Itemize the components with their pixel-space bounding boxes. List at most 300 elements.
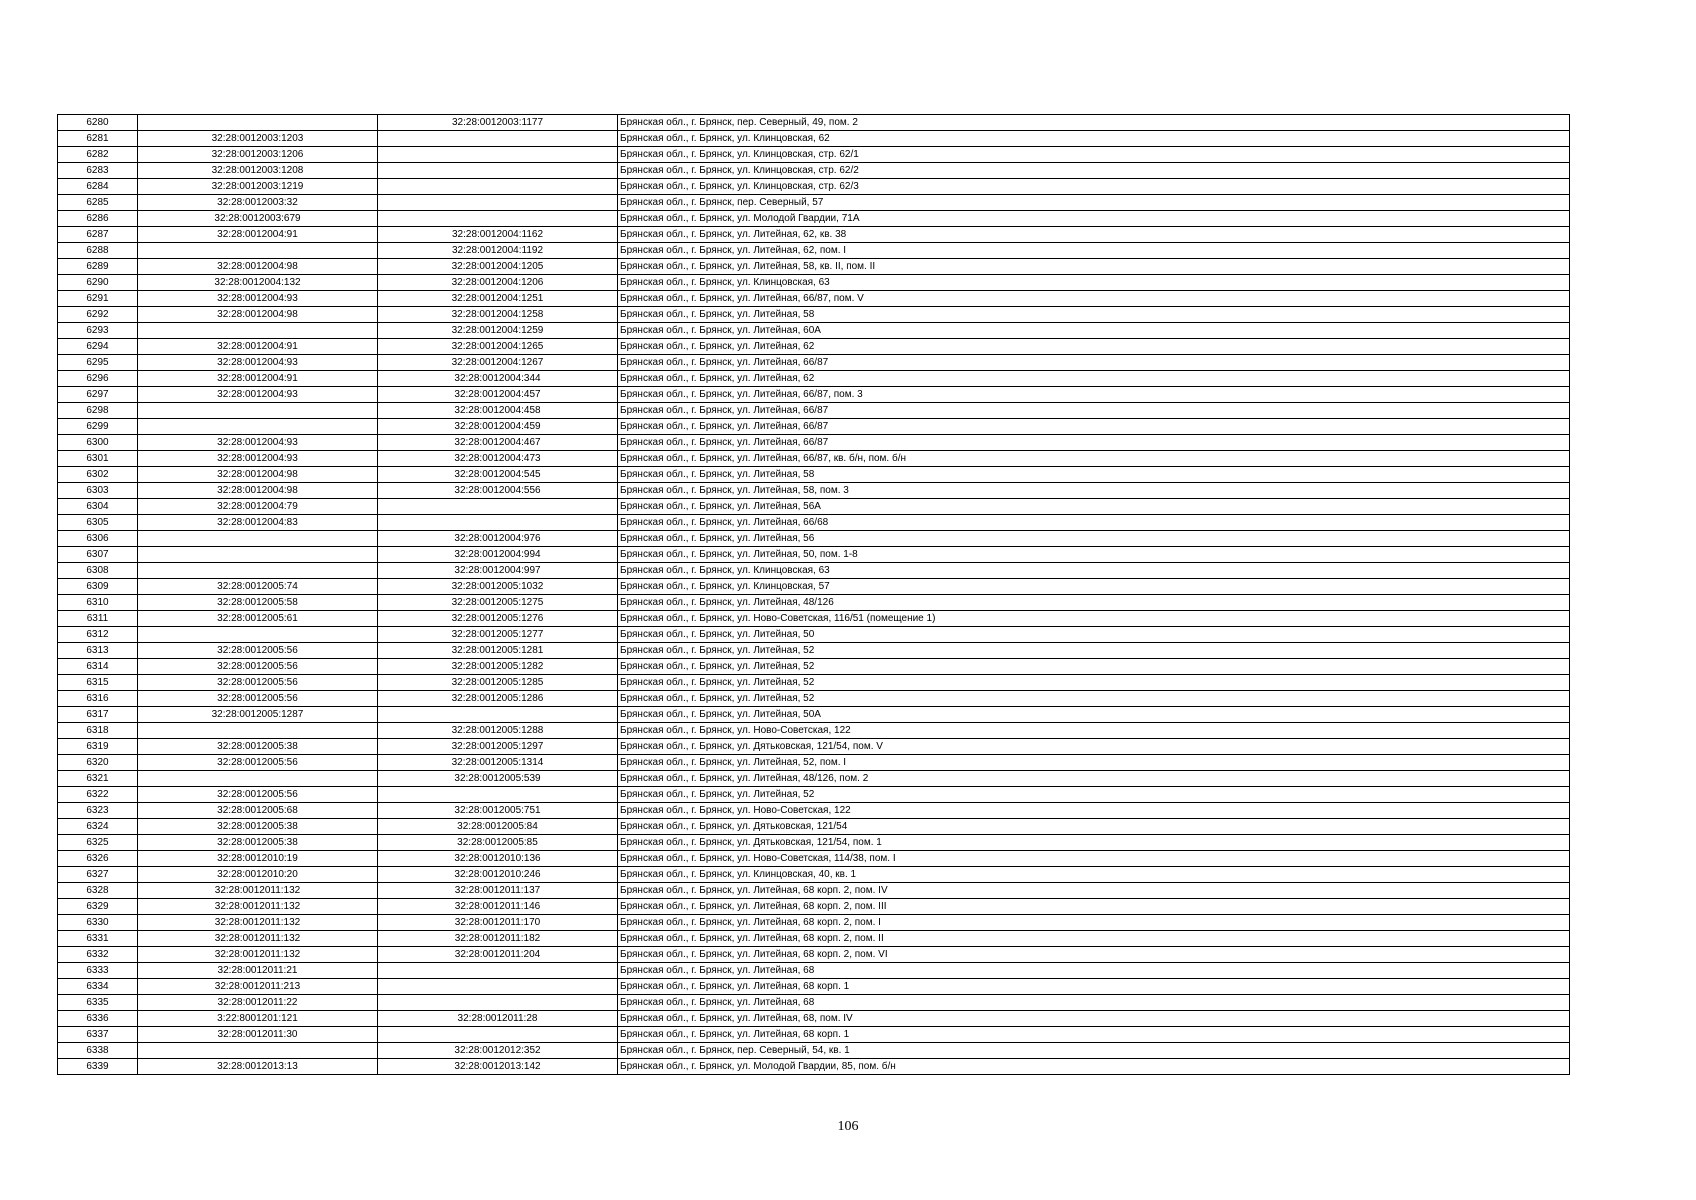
address-cell: Брянская обл., г. Брянск, ул. Литейная, 58, кв. II, пом. II [618,259,1570,275]
cadastral-number-b-cell [378,515,618,531]
table-row [58,291,1570,307]
table-row [58,739,1570,755]
table-row [58,451,1570,467]
address-cell: Брянская обл., г. Брянск, ул. Литейная, 68, пом. IV [618,1011,1570,1027]
row-number-cell: 6314 [58,659,138,675]
cadastral-number-b-cell: 32:28:0012004:1162 [378,227,618,243]
row-number-cell: 6305 [58,515,138,531]
cadastral-number-a-cell [138,243,378,259]
cadastral-number-b-cell: 32:28:0012004:458 [378,403,618,419]
address-cell: Брянская обл., г. Брянск, ул. Литейная, 62 [618,371,1570,387]
cadastral-number-a-cell: 32:28:0012003:32 [138,195,378,211]
cadastral-number-b-cell [378,163,618,179]
cadastral-number-a-cell [138,419,378,435]
address-cell: Брянская обл., г. Брянск, ул. Литейная, 66/87, пом. V [618,291,1570,307]
table-row [58,1027,1570,1043]
page-number: 106 [837,1119,859,1134]
cadastral-number-a-cell: 32:28:0012004:93 [138,291,378,307]
cadastral-number-b-cell: 32:28:0012004:545 [378,467,618,483]
cadastral-number-b-cell: 32:28:0012011:170 [378,915,618,931]
cadastral-number-a-cell: 32:28:0012011:21 [138,963,378,979]
table-row [58,1043,1570,1059]
address-cell: Брянская обл., г. Брянск, ул. Литейная, 68 корп. 2, пом. VI [618,947,1570,963]
table-row [58,435,1570,451]
row-number-cell: 6318 [58,723,138,739]
address-cell: Брянская обл., г. Брянск, ул. Клинцовская, стр. 62/3 [618,179,1570,195]
cadastral-number-a-cell: 32:28:0012013:13 [138,1059,378,1075]
table-row [58,483,1570,499]
row-number-cell: 6299 [58,419,138,435]
cadastral-number-b-cell: 32:28:0012004:1259 [378,323,618,339]
cadastral-number-b-cell [378,211,618,227]
address-cell: Брянская обл., г. Брянск, пер. Северный, 57 [618,195,1570,211]
cadastral-number-a-cell: 32:28:0012011:132 [138,915,378,931]
table-row [58,387,1570,403]
cadastral-number-a-cell: 32:28:0012004:98 [138,467,378,483]
address-cell: Брянская обл., г. Брянск, ул. Молодой Гвардии, 85, пом. б/н [618,1059,1570,1075]
table-row [58,115,1570,131]
address-cell: Брянская обл., г. Брянск, ул. Клинцовская, стр. 62/1 [618,147,1570,163]
cadastral-number-b-cell: 32:28:0012005:1281 [378,643,618,659]
table-row [58,835,1570,851]
cadastral-number-b-cell: 32:28:0012011:182 [378,931,618,947]
table-row [58,467,1570,483]
address-cell: Брянская обл., г. Брянск, ул. Клинцовская, 63 [618,563,1570,579]
cadastral-number-b-cell: 32:28:0012011:28 [378,1011,618,1027]
table-row [58,787,1570,803]
address-cell: Брянская обл., г. Брянск, ул. Литейная, 58, пом. 3 [618,483,1570,499]
cadastral-number-a-cell: 32:28:0012003:1208 [138,163,378,179]
cadastral-number-a-cell [138,627,378,643]
row-number-cell: 6317 [58,707,138,723]
table-row [58,131,1570,147]
address-cell: Брянская обл., г. Брянск, ул. Клинцовская, 63 [618,275,1570,291]
row-number-cell: 6336 [58,1011,138,1027]
cadastral-number-a-cell: 32:28:0012005:56 [138,659,378,675]
row-number-cell: 6313 [58,643,138,659]
address-cell: Брянская обл., г. Брянск, ул. Литейная, 62, кв. 38 [618,227,1570,243]
address-cell: Брянская обл., г. Брянск, ул. Литейная, 52 [618,691,1570,707]
row-number-cell: 6301 [58,451,138,467]
row-number-cell: 6284 [58,179,138,195]
table-row [58,499,1570,515]
cadastral-number-b-cell: 32:28:0012004:556 [378,483,618,499]
table-row [58,899,1570,915]
address-cell: Брянская обл., г. Брянск, ул. Дятьковская, 121/54, пом. V [618,739,1570,755]
row-number-cell: 6319 [58,739,138,755]
cadastral-number-b-cell: 32:28:0012005:84 [378,819,618,835]
row-number-cell: 6316 [58,691,138,707]
cadastral-number-b-cell: 32:28:0012005:1314 [378,755,618,771]
row-number-cell: 6323 [58,803,138,819]
address-cell: Брянская обл., г. Брянск, ул. Литейная, 68 [618,963,1570,979]
cadastral-number-b-cell: 32:28:0012005:1297 [378,739,618,755]
row-number-cell: 6294 [58,339,138,355]
cadastral-number-a-cell: 32:28:0012003:1203 [138,131,378,147]
cadastral-number-b-cell: 32:28:0012004:1258 [378,307,618,323]
cadastral-number-a-cell [138,771,378,787]
table-row [58,227,1570,243]
row-number-cell: 6286 [58,211,138,227]
address-cell: Брянская обл., г. Брянск, ул. Литейная, 56А [618,499,1570,515]
row-number-cell: 6283 [58,163,138,179]
row-number-cell: 6312 [58,627,138,643]
cadastral-number-b-cell: 32:28:0012005:85 [378,835,618,851]
cadastral-number-a-cell: 32:28:0012004:93 [138,451,378,467]
address-cell: Брянская обл., г. Брянск, ул. Дятьковская, 121/54 [618,819,1570,835]
table-row [58,371,1570,387]
address-cell: Брянская обл., г. Брянск, ул. Молодой Гвардии, 71А [618,211,1570,227]
address-cell: Брянская обл., г. Брянск, ул. Ново-Советская, 116/51 (помещение 1) [618,611,1570,627]
address-cell: Брянская обл., г. Брянск, ул. Литейная, 66/87, пом. 3 [618,387,1570,403]
cadastral-number-a-cell: 32:28:0012004:91 [138,227,378,243]
cadastral-number-a-cell: 32:28:0012005:58 [138,595,378,611]
table-row [58,563,1570,579]
cadastral-number-a-cell: 32:28:0012011:30 [138,1027,378,1043]
address-cell: Брянская обл., г. Брянск, ул. Литейная, 52, пом. I [618,755,1570,771]
cadastral-number-a-cell [138,547,378,563]
cadastral-number-a-cell: 32:28:0012005:56 [138,755,378,771]
table-row [58,211,1570,227]
address-cell: Брянская обл., г. Брянск, ул. Литейная, 62 [618,339,1570,355]
address-cell: Брянская обл., г. Брянск, ул. Клинцовская, 62 [618,131,1570,147]
address-cell: Брянская обл., г. Брянск, ул. Литейная, 68 корп. 2, пом. III [618,899,1570,915]
row-number-cell: 6334 [58,979,138,995]
address-cell: Брянская обл., г. Брянск, ул. Литейная, 66/87 [618,403,1570,419]
cadastral-number-a-cell: 32:28:0012004:83 [138,515,378,531]
address-cell: Брянская обл., г. Брянск, ул. Литейная, 66/87 [618,435,1570,451]
cadastral-number-b-cell: 32:28:0012011:137 [378,883,618,899]
table-row [58,707,1570,723]
address-cell: Брянская обл., г. Брянск, пер. Северный, 54, кв. 1 [618,1043,1570,1059]
row-number-cell: 6306 [58,531,138,547]
row-number-cell: 6308 [58,563,138,579]
table-row [58,339,1570,355]
address-cell: Брянская обл., г. Брянск, ул. Литейная, 52 [618,643,1570,659]
table-row [58,275,1570,291]
address-cell: Брянская обл., г. Брянск, пер. Северный, 49, пом. 2 [618,115,1570,131]
cadastral-number-a-cell: 32:28:0012011:22 [138,995,378,1011]
row-number-cell: 6297 [58,387,138,403]
address-cell: Брянская обл., г. Брянск, ул. Ново-Советская, 114/38, пом. I [618,851,1570,867]
row-number-cell: 6298 [58,403,138,419]
cadastral-number-b-cell: 32:28:0012004:994 [378,547,618,563]
table-row [58,243,1570,259]
cadastral-number-b-cell: 32:28:0012004:1267 [378,355,618,371]
address-cell: Брянская обл., г. Брянск, ул. Ново-Советская, 122 [618,803,1570,819]
cadastral-number-a-cell: 32:28:0012003:1206 [138,147,378,163]
cadastral-number-b-cell [378,1027,618,1043]
cadastral-number-b-cell: 32:28:0012011:204 [378,947,618,963]
cadastral-number-a-cell: 32:28:0012005:56 [138,691,378,707]
row-number-cell: 6311 [58,611,138,627]
row-number-cell: 6304 [58,499,138,515]
table-row [58,659,1570,675]
address-cell: Брянская обл., г. Брянск, ул. Литейная, 52 [618,675,1570,691]
table-row [58,307,1570,323]
cadastral-number-a-cell: 32:28:0012005:74 [138,579,378,595]
cadastral-number-a-cell: 32:28:0012011:132 [138,947,378,963]
table-row [58,531,1570,547]
row-number-cell: 6339 [58,1059,138,1075]
cadastral-number-b-cell: 32:28:0012012:352 [378,1043,618,1059]
table-row [58,595,1570,611]
table-row [58,995,1570,1011]
table-row [58,403,1570,419]
row-number-cell: 6333 [58,963,138,979]
cadastral-number-b-cell: 32:28:0012005:1032 [378,579,618,595]
address-cell: Брянская обл., г. Брянск, ул. Литейная, 48/126 [618,595,1570,611]
table-row [58,931,1570,947]
table-row [58,851,1570,867]
cadastral-number-b-cell: 32:28:0012004:997 [378,563,618,579]
table-row [58,547,1570,563]
address-cell: Брянская обл., г. Брянск, ул. Литейная, 68 корп. 2, пом. I [618,915,1570,931]
cadastral-number-a-cell: 32:28:0012005:68 [138,803,378,819]
table-row [58,515,1570,531]
cadastral-number-a-cell: 32:28:0012005:56 [138,787,378,803]
cadastral-number-b-cell [378,995,618,1011]
address-cell: Брянская обл., г. Брянск, ул. Литейная, 52 [618,787,1570,803]
cadastral-number-b-cell: 32:28:0012004:1205 [378,259,618,275]
table-row [58,819,1570,835]
row-number-cell: 6282 [58,147,138,163]
cadastral-number-a-cell [138,403,378,419]
table-row [58,1059,1570,1075]
row-number-cell: 6337 [58,1027,138,1043]
row-number-cell: 6300 [58,435,138,451]
row-number-cell: 6332 [58,947,138,963]
row-number-cell: 6331 [58,931,138,947]
cadastral-number-a-cell: 32:28:0012011:132 [138,931,378,947]
cadastral-number-b-cell: 32:28:0012004:459 [378,419,618,435]
cadastral-number-a-cell: 32:28:0012005:56 [138,675,378,691]
cadastral-number-a-cell: 32:28:0012010:20 [138,867,378,883]
address-cell: Брянская обл., г. Брянск, ул. Литейная, 50, пом. 1-8 [618,547,1570,563]
address-cell: Брянская обл., г. Брянск, ул. Литейная, 68 корп. 2, пом. IV [618,883,1570,899]
table-row [58,195,1570,211]
cadastral-number-a-cell: 32:28:0012005:38 [138,835,378,851]
address-cell: Брянская обл., г. Брянск, ул. Клинцовская, стр. 62/2 [618,163,1570,179]
address-cell: Брянская обл., г. Брянск, ул. Литейная, 68 корп. 2, пом. II [618,931,1570,947]
table-row [58,147,1570,163]
table-row [58,947,1570,963]
cadastral-number-b-cell: 32:28:0012004:344 [378,371,618,387]
table-row [58,163,1570,179]
cadastral-number-b-cell: 32:28:0012005:751 [378,803,618,819]
address-cell: Брянская обл., г. Брянск, ул. Дятьковская, 121/54, пом. 1 [618,835,1570,851]
table-row [58,355,1570,371]
cadastral-number-a-cell: 32:28:0012004:98 [138,483,378,499]
cadastral-number-b-cell: 32:28:0012013:142 [378,1059,618,1075]
cadastral-number-a-cell [138,323,378,339]
row-number-cell: 6328 [58,883,138,899]
cadastral-number-a-cell: 32:28:0012004:98 [138,307,378,323]
cadastral-number-b-cell [378,147,618,163]
cadastral-number-a-cell: 32:28:0012005:38 [138,739,378,755]
cadastral-number-a-cell [138,1043,378,1059]
address-cell: Брянская обл., г. Брянск, ул. Клинцовская, 40, кв. 1 [618,867,1570,883]
table-row [58,1011,1570,1027]
row-number-cell: 6320 [58,755,138,771]
address-cell: Брянская обл., г. Брянск, ул. Литейная, 48/126, пом. 2 [618,771,1570,787]
table-row [58,915,1570,931]
table-row [58,579,1570,595]
table-row [58,867,1570,883]
row-number-cell: 6293 [58,323,138,339]
cadastral-number-a-cell: 32:28:0012011:213 [138,979,378,995]
row-number-cell: 6288 [58,243,138,259]
table-row [58,323,1570,339]
table-row [58,419,1570,435]
row-number-cell: 6309 [58,579,138,595]
row-number-cell: 6330 [58,915,138,931]
cadastral-number-b-cell: 32:28:0012011:146 [378,899,618,915]
table-row [58,179,1570,195]
cadastral-number-b-cell: 32:28:0012004:467 [378,435,618,451]
address-cell: Брянская обл., г. Брянск, ул. Литейная, 62, пом. I [618,243,1570,259]
row-number-cell: 6326 [58,851,138,867]
address-cell: Брянская обл., г. Брянск, ул. Литейная, 60А [618,323,1570,339]
address-cell: Брянская обл., г. Брянск, ул. Литейная, 68 [618,995,1570,1011]
address-cell: Брянская обл., г. Брянск, ул. Литейная, 66/87, кв. б/н, пом. б/н [618,451,1570,467]
cadastral-number-b-cell [378,499,618,515]
table-row [58,771,1570,787]
cadastral-number-a-cell: 3:22:8001201:121 [138,1011,378,1027]
cadastral-number-b-cell: 32:28:0012004:1265 [378,339,618,355]
cadastral-number-a-cell [138,115,378,131]
row-number-cell: 6280 [58,115,138,131]
cadastral-number-a-cell [138,563,378,579]
address-cell: Брянская обл., г. Брянск, ул. Литейная, 68 корп. 1 [618,979,1570,995]
table-row [58,803,1570,819]
row-number-cell: 6327 [58,867,138,883]
cadastral-number-a-cell: 32:28:0012011:132 [138,883,378,899]
cadastral-number-b-cell: 32:28:0012004:473 [378,451,618,467]
table-row [58,755,1570,771]
cadastral-number-b-cell: 32:28:0012005:1288 [378,723,618,739]
cadastral-number-b-cell [378,131,618,147]
cadastral-number-a-cell: 32:28:0012005:1287 [138,707,378,723]
cadastral-number-b-cell: 32:28:0012010:136 [378,851,618,867]
table-row [58,723,1570,739]
registry-table [57,114,1570,1075]
cadastral-number-b-cell: 32:28:0012005:1275 [378,595,618,611]
row-number-cell: 6287 [58,227,138,243]
row-number-cell: 6296 [58,371,138,387]
cadastral-number-a-cell: 32:28:0012003:1219 [138,179,378,195]
row-number-cell: 6325 [58,835,138,851]
table-row [58,611,1570,627]
cadastral-number-b-cell [378,179,618,195]
cadastral-number-b-cell: 32:28:0012005:1286 [378,691,618,707]
cadastral-number-a-cell: 32:28:0012004:93 [138,435,378,451]
row-number-cell: 6321 [58,771,138,787]
address-cell: Брянская обл., г. Брянск, ул. Литейная, 66/68 [618,515,1570,531]
cadastral-number-a-cell: 32:28:0012010:19 [138,851,378,867]
cadastral-number-b-cell [378,979,618,995]
address-cell: Брянская обл., г. Брянск, ул. Литейная, 56 [618,531,1570,547]
row-number-cell: 6324 [58,819,138,835]
cadastral-number-b-cell: 32:28:0012004:976 [378,531,618,547]
table-row [58,883,1570,899]
address-cell: Брянская обл., г. Брянск, ул. Литейная, 66/87 [618,419,1570,435]
row-number-cell: 6292 [58,307,138,323]
cadastral-number-b-cell: 32:28:0012010:246 [378,867,618,883]
cadastral-number-a-cell: 32:28:0012004:79 [138,499,378,515]
cadastral-number-b-cell: 32:28:0012004:1251 [378,291,618,307]
address-cell: Брянская обл., г. Брянск, ул. Литейная, 58 [618,467,1570,483]
row-number-cell: 6322 [58,787,138,803]
address-cell: Брянская обл., г. Брянск, ул. Литейная, 50 [618,627,1570,643]
address-cell: Брянская обл., г. Брянск, ул. Литейная, 68 корп. 1 [618,1027,1570,1043]
cadastral-number-a-cell [138,531,378,547]
row-number-cell: 6315 [58,675,138,691]
row-number-cell: 6310 [58,595,138,611]
address-cell: Брянская обл., г. Брянск, ул. Литейная, 66/87 [618,355,1570,371]
cadastral-number-b-cell: 32:28:0012005:539 [378,771,618,787]
row-number-cell: 6289 [58,259,138,275]
address-cell: Брянская обл., г. Брянск, ул. Клинцовская, 57 [618,579,1570,595]
address-cell: Брянская обл., г. Брянск, ул. Литейная, 50А [618,707,1570,723]
table-row [58,675,1570,691]
cadastral-number-b-cell [378,963,618,979]
cadastral-number-a-cell: 32:28:0012005:56 [138,643,378,659]
row-number-cell: 6285 [58,195,138,211]
cadastral-number-a-cell: 32:28:0012004:91 [138,371,378,387]
cadastral-number-a-cell: 32:28:0012005:38 [138,819,378,835]
cadastral-number-b-cell [378,707,618,723]
row-number-cell: 6302 [58,467,138,483]
cadastral-number-a-cell: 32:28:0012004:91 [138,339,378,355]
row-number-cell: 6281 [58,131,138,147]
registry-table-body [58,115,1570,1075]
cadastral-number-a-cell [138,723,378,739]
cadastral-number-b-cell: 32:28:0012005:1276 [378,611,618,627]
cadastral-number-b-cell [378,787,618,803]
table-row [58,691,1570,707]
row-number-cell: 6295 [58,355,138,371]
table-row [58,259,1570,275]
cadastral-number-b-cell: 32:28:0012005:1277 [378,627,618,643]
table-row [58,627,1570,643]
table-row [58,643,1570,659]
cadastral-number-a-cell: 32:28:0012004:98 [138,259,378,275]
address-cell: Брянская обл., г. Брянск, ул. Литейная, 58 [618,307,1570,323]
cadastral-number-b-cell: 32:28:0012004:1206 [378,275,618,291]
cadastral-number-b-cell [378,195,618,211]
cadastral-number-b-cell: 32:28:0012005:1282 [378,659,618,675]
row-number-cell: 6290 [58,275,138,291]
row-number-cell: 6307 [58,547,138,563]
table-row [58,963,1570,979]
row-number-cell: 6291 [58,291,138,307]
cadastral-number-a-cell: 32:28:0012003:679 [138,211,378,227]
table-row [58,979,1570,995]
row-number-cell: 6329 [58,899,138,915]
cadastral-number-a-cell: 32:28:0012005:61 [138,611,378,627]
address-cell: Брянская обл., г. Брянск, ул. Литейная, 52 [618,659,1570,675]
cadastral-number-b-cell: 32:28:0012004:457 [378,387,618,403]
row-number-cell: 6303 [58,483,138,499]
address-cell: Брянская обл., г. Брянск, ул. Ново-Советская, 122 [618,723,1570,739]
cadastral-number-a-cell: 32:28:0012004:132 [138,275,378,291]
cadastral-number-b-cell: 32:28:0012003:1177 [378,115,618,131]
cadastral-number-a-cell: 32:28:0012011:132 [138,899,378,915]
cadastral-number-a-cell: 32:28:0012004:93 [138,355,378,371]
row-number-cell: 6338 [58,1043,138,1059]
row-number-cell: 6335 [58,995,138,1011]
